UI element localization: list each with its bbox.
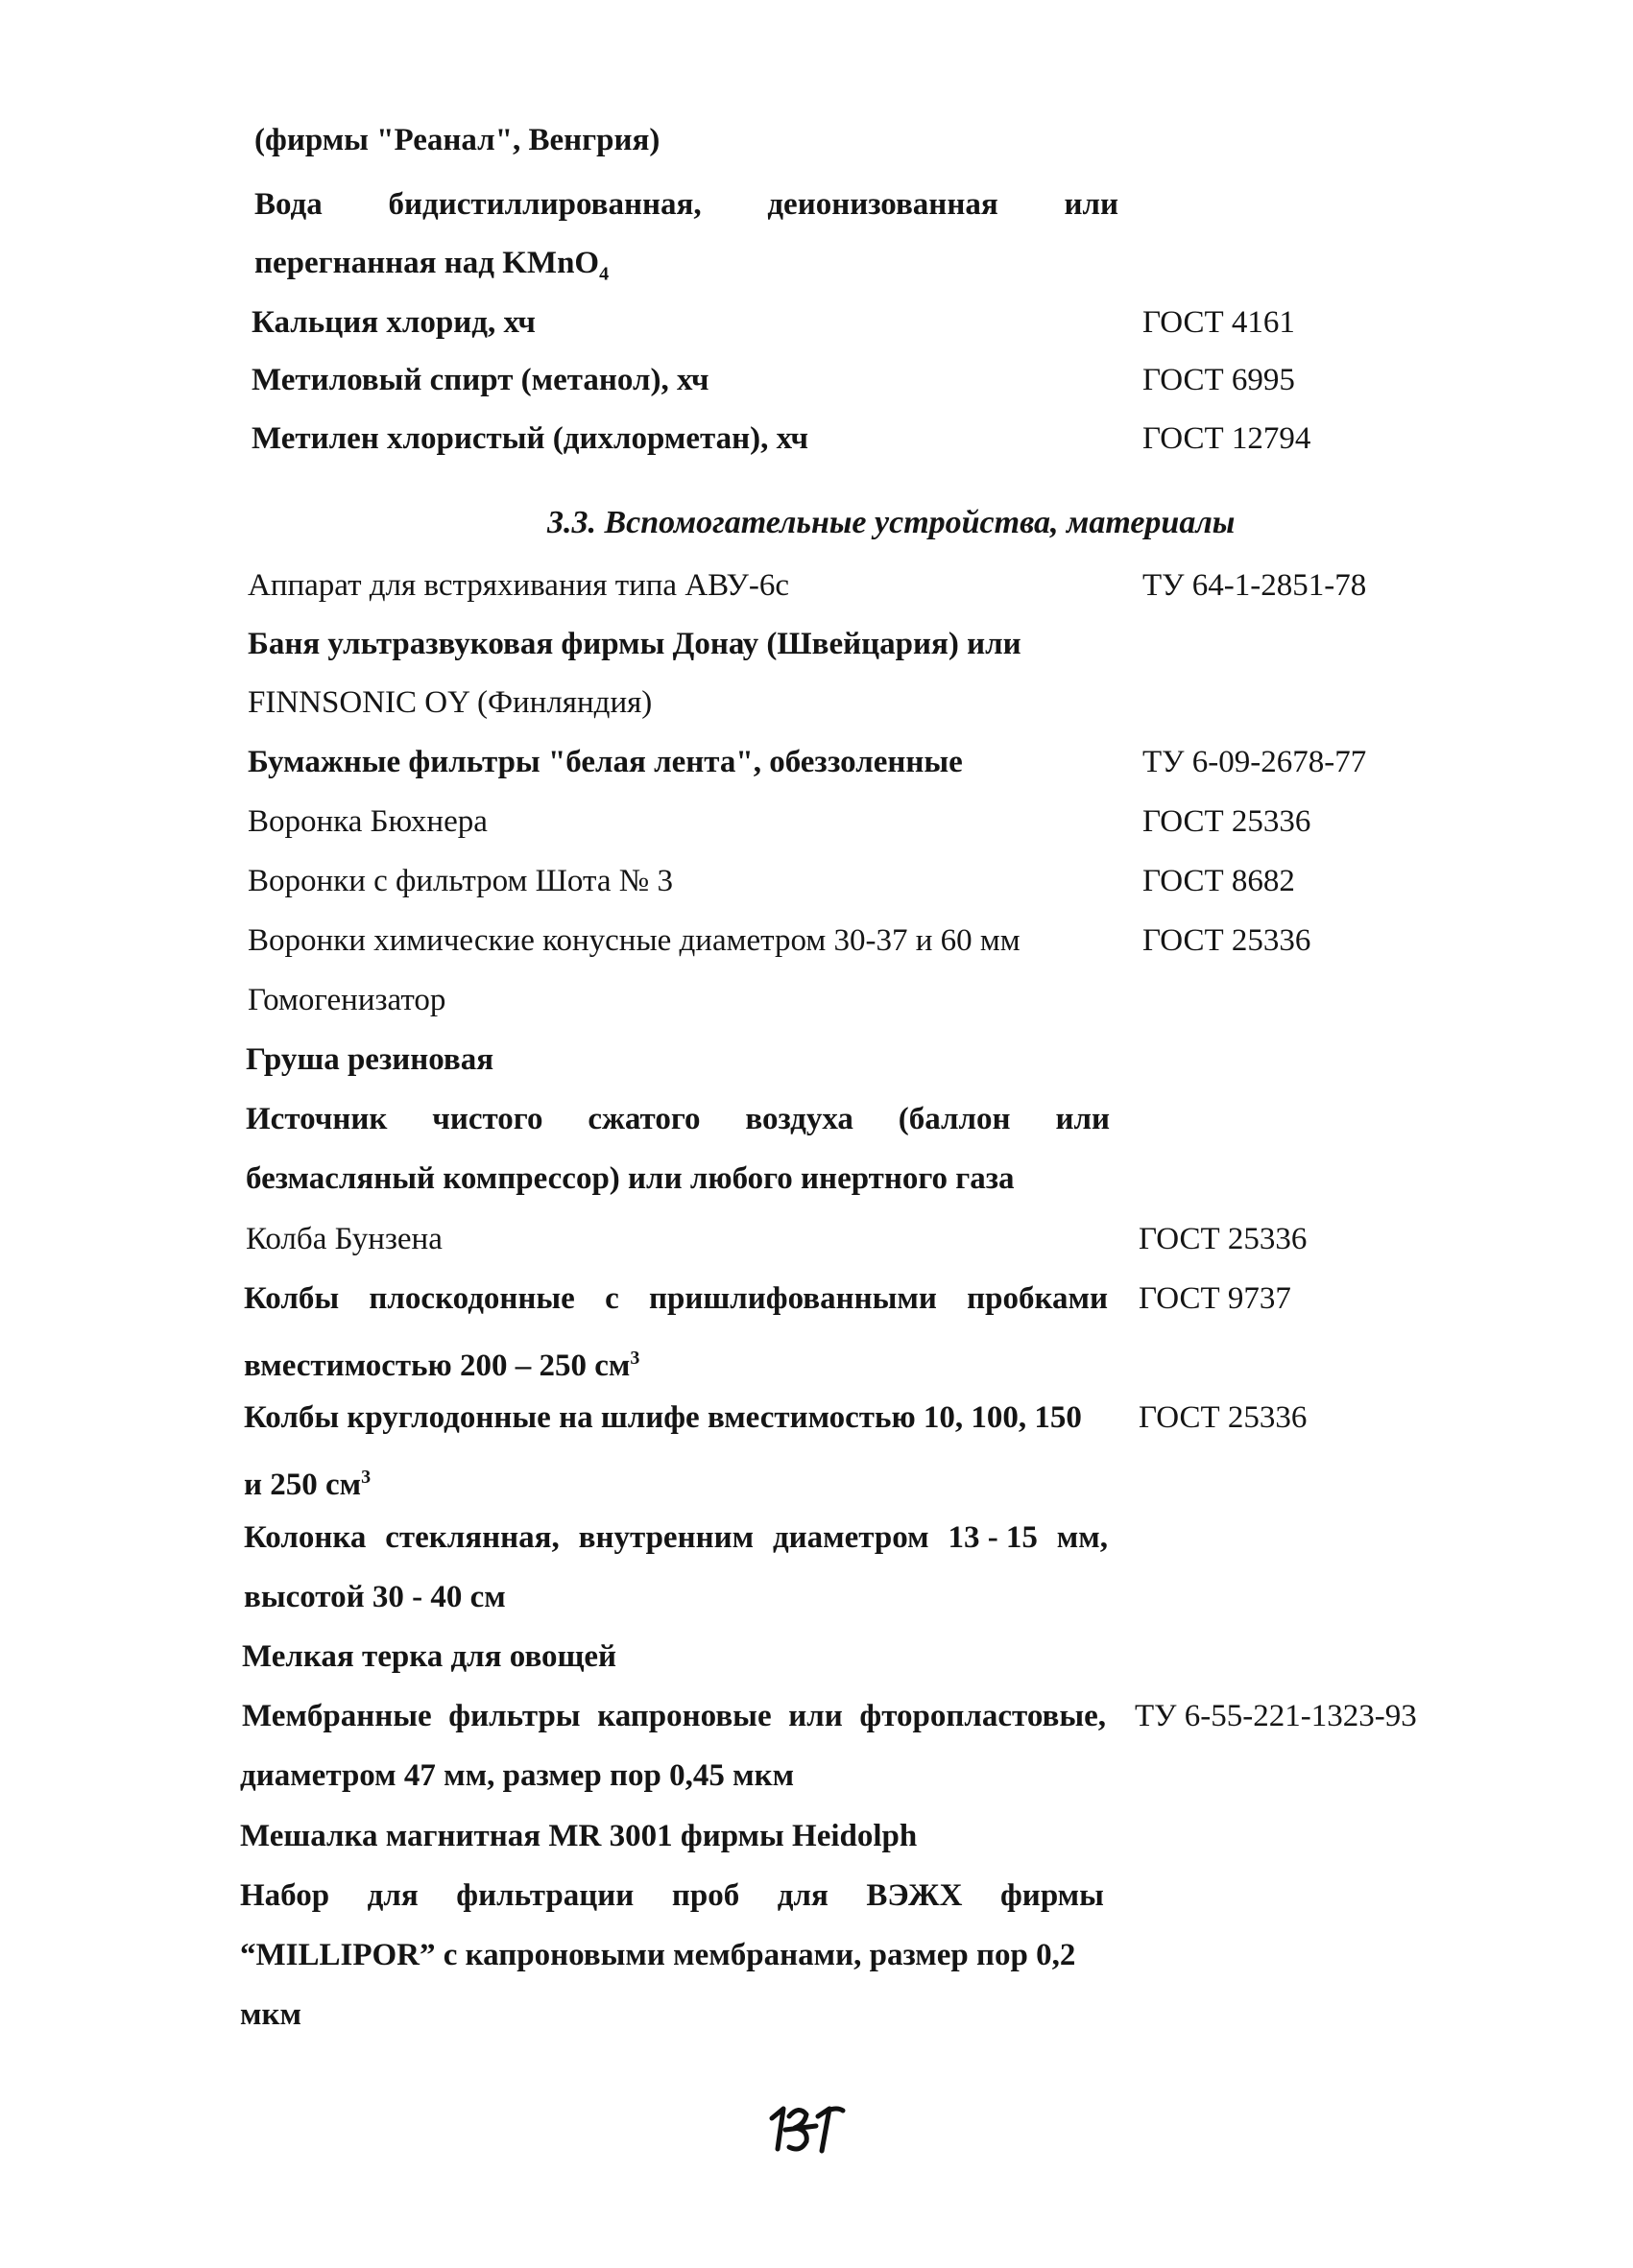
device-name: FINNSONIC OY (Финляндия): [248, 685, 653, 720]
word: Вода: [254, 187, 323, 222]
device-standard: ГОСТ 25336: [1142, 923, 1311, 958]
device-text: и 250 см: [244, 1468, 362, 1502]
reagent-name: Кальция хлорид, хч: [252, 305, 536, 340]
word: или: [1064, 187, 1118, 222]
device-standard: ГОСТ 25336: [1142, 804, 1311, 839]
word: чистого: [432, 1102, 543, 1136]
word: Мембранные: [242, 1699, 432, 1733]
handwritten-page-number-drawing: [766, 2097, 847, 2159]
device-name: Колба Бунзена: [246, 1222, 443, 1256]
reagent-standard: ГОСТ 12794: [1142, 421, 1311, 456]
reagent-standard: ГОСТ 6995: [1142, 363, 1295, 397]
device-text: вместимостью 200 – 250 см: [244, 1349, 631, 1383]
word: диаметром: [772, 1520, 929, 1555]
device-name: Воронки химические конусные диаметром 30-37 и 60 мм: [248, 923, 1021, 958]
device-name: “MILLIPOR” с капроновыми мембранами, размер пор 0,2: [240, 1938, 1076, 1972]
word: фильтры: [448, 1699, 581, 1733]
word: Источник: [246, 1102, 388, 1136]
device-name-justified: [244, 1279, 1108, 1318]
device-standard: ТУ 6-55-221-1323-93: [1135, 1699, 1417, 1733]
superscript: 3: [630, 1348, 640, 1369]
word: бидистиллированная,: [388, 187, 702, 222]
device-name: Баня ультразвуковая фирмы Донау (Швейцария) или: [248, 627, 1021, 661]
word: Колонка: [244, 1520, 367, 1555]
device-name: Мешалка магнитная MR 3001 фирмы Heidolph: [240, 1819, 918, 1853]
handwritten-page-number: [766, 2097, 847, 2159]
word: 13 - 15: [948, 1520, 1038, 1555]
device-name: [244, 1339, 639, 1385]
word: ВЭЖХ: [866, 1878, 963, 1913]
word: проб: [671, 1878, 740, 1913]
device-name: Воронка Бюхнера: [248, 804, 488, 839]
device-name: Бумажные фильтры "белая лента", обеззоленные: [248, 745, 963, 779]
device-standard: ТУ 6-09-2678-77: [1142, 745, 1367, 779]
device-name: Гомогенизатор: [248, 983, 446, 1017]
word: (баллон: [898, 1102, 1011, 1136]
word: для: [367, 1878, 419, 1913]
device-name: [244, 1458, 371, 1504]
word: фильтрации: [456, 1878, 635, 1913]
water-line-2: [254, 244, 609, 294]
device-name-justified: [242, 1697, 1106, 1735]
word: пробками: [967, 1281, 1108, 1316]
reagent-standard: ГОСТ 4161: [1142, 305, 1295, 340]
water-line-1: [254, 185, 1118, 224]
device-name: Мелкая терка для овощей: [242, 1639, 617, 1674]
word: капроновые: [597, 1699, 772, 1733]
device-name-justified: [240, 1876, 1104, 1915]
section-heading: 3.3. Вспомогательные устройства, материалы: [547, 505, 1236, 540]
reagent-name: Метиловый спирт (метанол), хч: [252, 363, 709, 397]
device-name: Воронки с фильтром Шота № 3: [248, 864, 673, 898]
device-standard: ГОСТ 9737: [1139, 1281, 1291, 1316]
word: пришлифованными: [648, 1281, 937, 1316]
device-name-justified: [246, 1100, 1110, 1138]
device-standard: ГОСТ 25336: [1139, 1222, 1308, 1256]
device-standard: ТУ 64-1-2851-78: [1142, 568, 1367, 603]
word: фирмы: [999, 1878, 1104, 1913]
word: или: [1055, 1102, 1110, 1136]
word: мм,: [1056, 1520, 1108, 1555]
reagent-name: Метилен хлористый (дихлорметан), хч: [252, 421, 809, 456]
word: плоскодонные: [369, 1281, 575, 1316]
word: воздуха: [745, 1102, 853, 1136]
word: Колбы: [244, 1281, 340, 1316]
device-standard: ГОСТ 25336: [1139, 1400, 1308, 1435]
superscript: 3: [361, 1467, 372, 1488]
word: для: [777, 1878, 829, 1913]
device-name: мкм: [240, 1997, 301, 2032]
word: внутренним: [578, 1520, 755, 1555]
device-name: высотой 30 - 40 см: [244, 1580, 506, 1614]
word: стеклянная,: [385, 1520, 560, 1555]
device-standard: ГОСТ 8682: [1142, 864, 1295, 898]
reagent-origin-note: (фирмы "Реанал", Венгрия): [254, 123, 660, 157]
device-name: Аппарат для встряхивания типа АВУ-6с: [248, 568, 789, 603]
device-name: Колбы круглодонные на шлифе вместимостью 10, 100, 150: [244, 1400, 1082, 1435]
device-name: безмасляный компрессор) или любого инертного газа: [246, 1161, 1015, 1196]
word: с: [605, 1281, 619, 1316]
subscript: 4: [599, 263, 610, 285]
water-text: перегнанная над KMnO: [254, 246, 600, 280]
word: или: [788, 1699, 843, 1733]
device-name-justified: [244, 1518, 1108, 1557]
word: фторопластовые,: [859, 1699, 1106, 1733]
device-name: Груша резиновая: [246, 1042, 494, 1077]
word: Набор: [240, 1878, 330, 1913]
device-name: диаметром 47 мм, размер пор 0,45 мкм: [240, 1758, 795, 1793]
word: сжатого: [588, 1102, 701, 1136]
word: деионизованная: [767, 187, 998, 222]
